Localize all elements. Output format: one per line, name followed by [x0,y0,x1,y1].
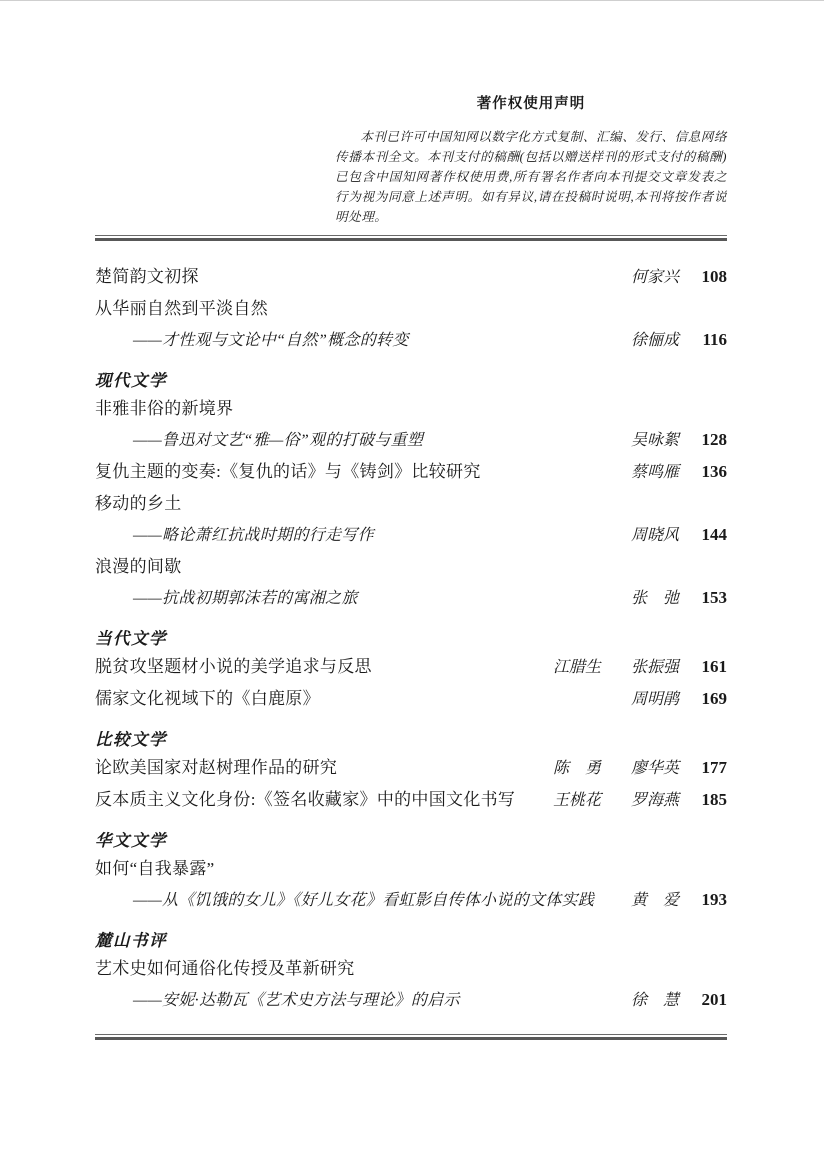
entry-author: 廖华英 [630,760,679,777]
entry-title: 楚简韵文初探 [95,267,199,286]
double-rule-top [95,235,727,241]
section-header: 比较文学 [95,730,167,749]
entry-page-number: 185 [701,790,727,809]
entry-page-number: 108 [701,267,727,286]
entry-page-number: 136 [701,462,727,481]
section-header: 华文文学 [95,831,167,850]
entry-author: 张 弛 [630,590,679,607]
entry-author: 张振强 [630,659,679,676]
entry-author: 江腊生 [552,659,601,676]
entry-page-number: 144 [701,525,727,544]
toc-entry-subrow [95,891,727,910]
toc-entry-row [95,400,727,418]
toc-entry-row [95,690,727,709]
copyright-body: 本刊已许可中国知网以数字化方式复制、汇编、发行、信息网络传播本刊全文。本刊支付的稿酬(包括以赠送样刊的形式支付的稿酬)已包含中国知网著作权使用费,所有署名作者向本刊提交文章发表之行为视为同意上述声明。如有异议,请在投稿时说明,本刊将按作者说明处理。 [335,130,727,224]
entry-page-number: 116 [702,330,727,349]
toc-entry-row [95,495,727,513]
entry-page-number: 201 [701,990,727,1009]
toc-entry-subrow [95,526,727,545]
entry-page-number: 177 [701,758,727,777]
entry-title: 论欧美国家对赵树理作品的研究 [95,758,338,777]
toc-entry-subrow [95,991,727,1010]
entry-author: 吴咏絮 [630,432,679,449]
entry-title: 浪漫的间歇 [95,557,182,576]
toc-entry-subrow [95,589,727,608]
entry-author: 徐俪成 [630,332,679,349]
section-header: 麓山书评 [95,931,167,950]
entry-subtitle: ——安妮·达勒瓦《艺术史方法与理论》的启示 [133,992,460,1009]
entry-subtitle: ——略论萧红抗战时期的行走写作 [133,527,374,544]
toc-entry-row [95,860,727,878]
entry-author: 王桃花 [552,792,601,809]
entry-author: 罗海燕 [630,792,679,809]
entry-title: 如何“自我暴露” [95,859,215,878]
entry-page-number: 193 [701,890,727,909]
entry-author: 周晓风 [630,527,679,544]
entry-subtitle: ——鲁迅对文艺“雅—俗”观的打破与重塑 [133,432,424,449]
entry-subtitle: ——从《饥饿的女儿》《好儿女花》看虹影自传体小说的文体实践 [133,892,595,909]
entry-page-number: 161 [701,657,727,676]
entry-page-number: 153 [701,588,727,607]
entry-author: 陈 勇 [552,760,601,777]
entry-subtitle: ——才性观与文论中“自然”概念的转变 [133,332,409,349]
entry-title: 艺术史如何通俗化传授及革新研究 [95,959,355,978]
toc-entry-row [95,960,727,978]
double-rule-bottom [95,1034,727,1040]
copyright-notice [335,96,727,227]
toc-entry-row [95,268,727,287]
toc [95,268,727,1010]
entry-title: 移动的乡土 [95,494,182,513]
entry-title: 儒家文化视域下的《白鹿原》 [95,689,320,708]
entry-title: 脱贫攻坚题材小说的美学追求与反思 [95,657,372,676]
entry-author: 黄 爱 [630,892,679,909]
page-content [95,1,727,1040]
entry-title: 反本质主义文化身份:《签名收藏家》中的中国文化书写 [95,790,516,809]
toc-entry-row [95,791,727,810]
entry-author: 徐 慧 [630,992,679,1009]
section-header: 现代文学 [95,371,167,390]
toc-entry-row [95,463,727,482]
entry-title: 从华丽自然到平淡自然 [95,299,268,318]
entry-title: 非雅非俗的新境界 [95,399,234,418]
entry-author: 蔡鸣雁 [630,464,679,481]
toc-entry-row [95,300,727,318]
entry-page-number: 128 [701,430,727,449]
toc-entry-row [95,658,727,677]
toc-entry-row [95,759,727,778]
entry-author: 何家兴 [630,269,679,286]
entry-page-number: 169 [701,689,727,708]
toc-entry-subrow [95,331,727,350]
entry-author: 周明鹃 [630,691,679,708]
entry-title: 复仇主题的变奏:《复仇的话》与《铸剑》比较研究 [95,462,481,481]
copyright-title: 著作权使用声明 [476,96,586,112]
entry-subtitle: ——抗战初期郭沫若的寓湘之旅 [133,590,358,607]
section-header: 当代文学 [95,629,167,648]
toc-entry-row [95,558,727,576]
toc-entry-subrow [95,431,727,450]
